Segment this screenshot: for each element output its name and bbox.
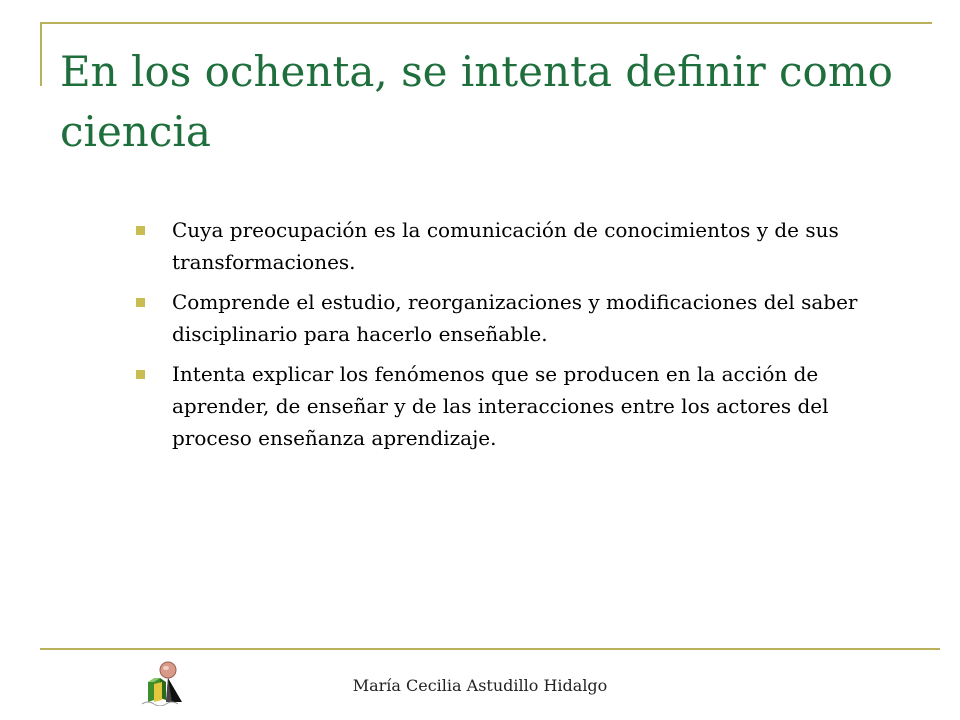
bullet-text: Intenta explicar los fenómenos que se producen en la acción de aprender, de enseñar y de las interacciones entre los actores del proceso enseñanza aprendizaje. bbox=[172, 362, 829, 450]
top-rule-line bbox=[40, 22, 932, 24]
bullet-item bbox=[132, 358, 912, 454]
bullet-item bbox=[132, 286, 912, 350]
square-bullet-icon bbox=[136, 226, 145, 235]
bullet-text: Comprende el estudio, reorganizaciones y modificaciones del saber disciplinario para hacerlo enseñable. bbox=[172, 290, 858, 346]
bottom-rule-line bbox=[40, 648, 940, 650]
bullet-text: Cuya preocupación es la comunicación de conocimientos y de sus transformaciones. bbox=[172, 218, 839, 274]
left-rule-line bbox=[40, 22, 42, 86]
geometric-shapes-logo-icon bbox=[138, 658, 186, 706]
bullet-item bbox=[132, 214, 912, 278]
square-bullet-icon bbox=[136, 370, 145, 379]
slide-title: En los ochenta, se intenta definir como ciencia bbox=[60, 47, 893, 156]
square-bullet-icon bbox=[136, 298, 145, 307]
bullet-list bbox=[132, 214, 912, 462]
footer-author: María Cecilia Astudillo Hidalgo bbox=[352, 676, 608, 695]
